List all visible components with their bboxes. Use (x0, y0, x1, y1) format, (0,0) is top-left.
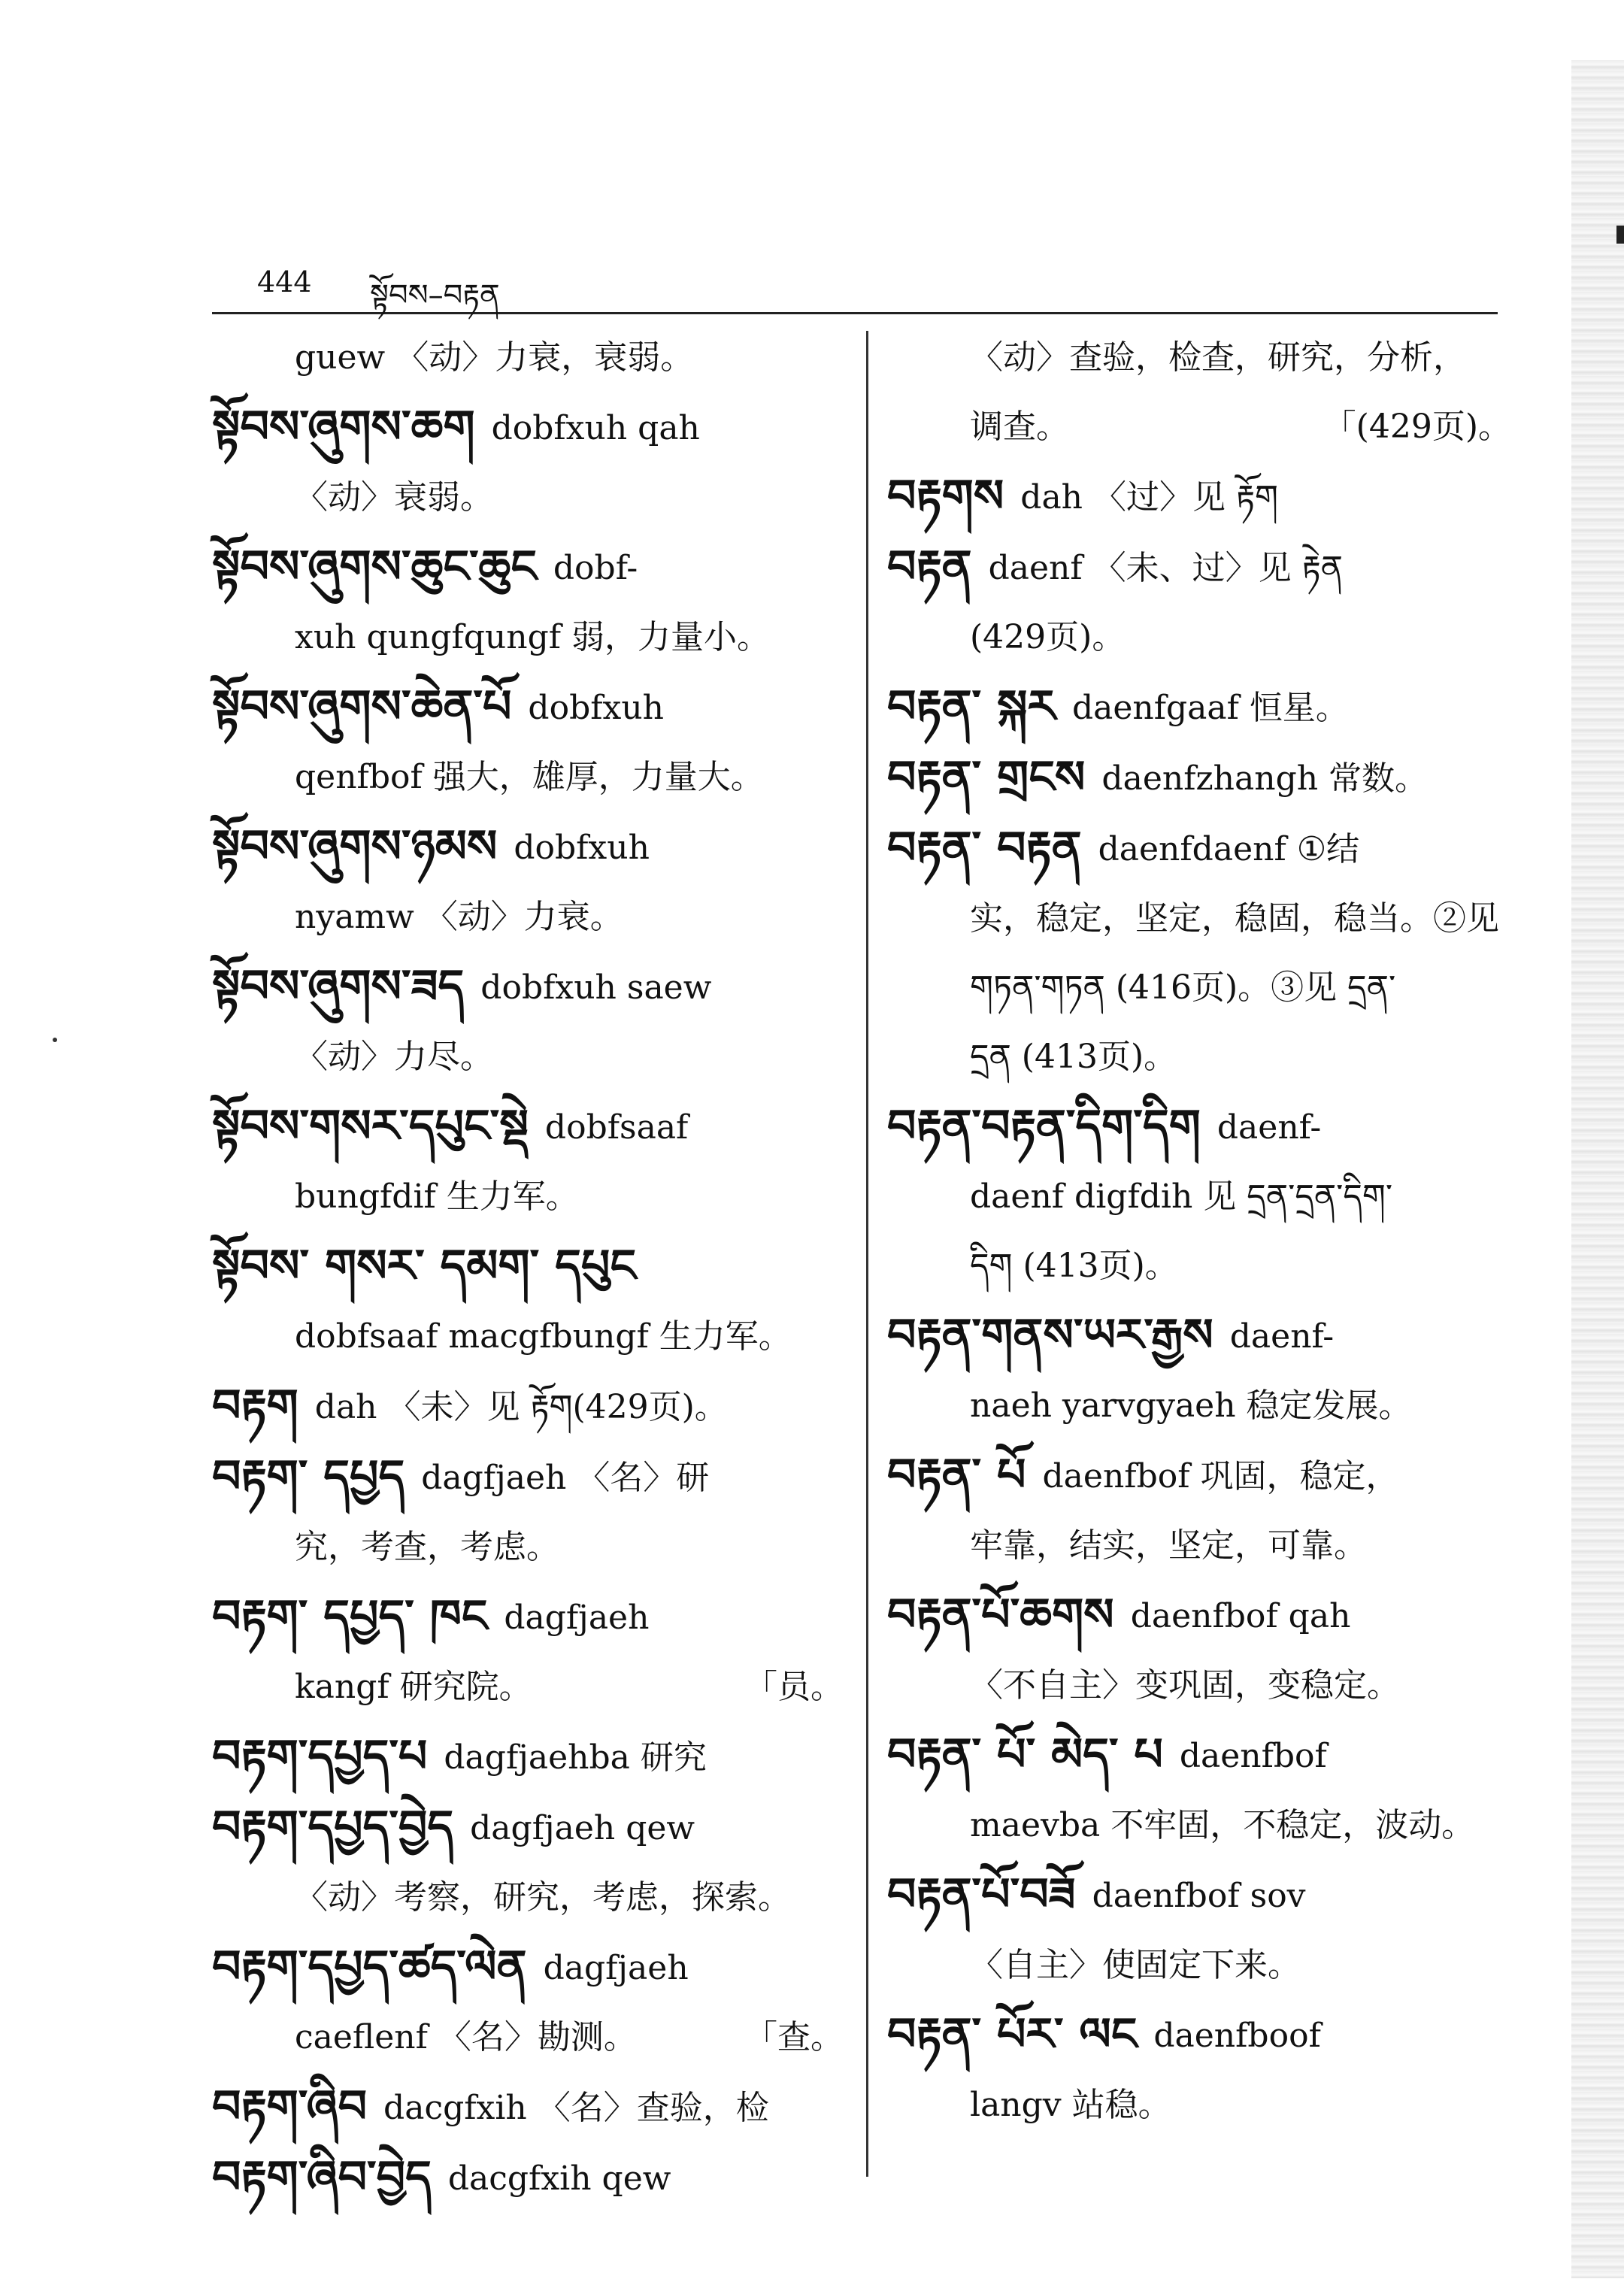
entry-headline (212, 1722, 844, 1793)
tibetan-headword: བརྟག་ དཔྱད (212, 1450, 405, 1503)
entry-text: dobfxuh (514, 829, 650, 867)
running-head: སྟོབས–བརྟན (370, 278, 500, 313)
dictionary-entry (887, 532, 1511, 672)
entry-headline (212, 1371, 844, 1442)
entry-continuation (212, 2003, 844, 2072)
tibetan-headword: བརྟན་ བརྟན (887, 822, 1082, 874)
entry-continuation (887, 953, 1511, 1023)
tibetan-headword: སྟོབས་ཞུགས་ཉམས (212, 820, 498, 873)
entry-text: kangf 研究院。 (295, 1668, 532, 1706)
page-edge-shadow (1571, 60, 1624, 2278)
entry-continuation (887, 884, 1511, 953)
entry-tail-note: 「查。 (744, 2018, 844, 2056)
tibetan-headword: བརྟག (212, 1380, 298, 1432)
dictionary-entry (887, 743, 1511, 814)
stray-dot (53, 1038, 57, 1042)
entry-continuation (887, 323, 1511, 392)
entry-text: nyamw 〈动〉力衰。 (295, 898, 623, 936)
entry-text: daenfbof 巩固，稳定， (1042, 1457, 1399, 1496)
entry-continuation (212, 1302, 844, 1371)
entry-headline (212, 952, 844, 1023)
entry-tail-note: 「员。 (744, 1668, 844, 1706)
dictionary-entry (212, 2072, 844, 2143)
entry-text: dobfsaaf (544, 1108, 689, 1147)
entry-continuation (887, 392, 1511, 462)
tibetan-headword: བརྟན་པོ་ཆགས (887, 1589, 1114, 1641)
entry-continuation (887, 1791, 1511, 1860)
entry-text: daenf 〈未、过〉见 རྟེན (988, 549, 1343, 587)
entry-headline (887, 2000, 1511, 2071)
tibetan-headword: བརྟན་པོ་བཟོ (887, 1868, 1076, 1921)
entry-continuation (212, 883, 844, 952)
tibetan-headword: བརྟན (887, 541, 972, 593)
entry-text: dah 〈过〉见 རྟོག (1020, 478, 1278, 517)
entry-headline (887, 462, 1511, 532)
tibetan-headword: བརྟགས (887, 470, 1004, 523)
entry-headline (212, 1582, 844, 1653)
dictionary-entry (212, 2143, 844, 2214)
dictionary-entry (212, 812, 844, 952)
entry-text: 〈动〉查验，检查，研究，分析， (970, 338, 1466, 377)
entry-continuation (887, 1931, 1511, 2000)
entry-continuation (887, 1023, 1511, 1092)
tibetan-headword: སྟོབས་ཞུགས་ཟད (212, 960, 465, 1013)
dictionary-entry (212, 1793, 844, 1932)
entry-continuation (887, 2071, 1511, 2140)
entry-text: 〈不自主〉变巩固，变稳定。 (970, 1666, 1400, 1705)
dictionary-entry (887, 672, 1511, 743)
dictionary-entry (887, 1580, 1511, 1720)
entry-headline (212, 1092, 844, 1162)
entry-text: langv 站稳。 (970, 2086, 1171, 2124)
dictionary-entry (887, 1441, 1511, 1580)
entry-headline (212, 1932, 844, 2003)
entry-text: qenfbof 强大，雄厚，力量大。 (295, 758, 764, 796)
dictionary-entry (212, 1232, 844, 1371)
tibetan-headword: སྟོབས་ གསར་ དམག་ དཔུང (212, 1240, 636, 1293)
entry-text: 实，稳定，坚定，稳固，稳当。②见 (970, 899, 1499, 938)
entry-text: daenf- (1229, 1317, 1335, 1356)
dictionary-entry (887, 814, 1511, 1092)
tibetan-headword: བརྟན་གནས་ཡར་རྒྱས (887, 1309, 1213, 1362)
entry-headline (212, 392, 844, 463)
entry-headline (887, 814, 1511, 884)
entry-text: 〈动〉力尽。 (295, 1038, 493, 1076)
entry-text: dobfxuh (528, 689, 665, 727)
entry-continuation (212, 1162, 844, 1232)
entry-text: daenfzhangh 常数。 (1101, 759, 1429, 798)
entry-continuation (212, 323, 844, 392)
entry-headline (887, 1580, 1511, 1651)
dictionary-entry (887, 1720, 1511, 1860)
entry-text: bungfdif 生力军。 (295, 1177, 579, 1216)
entry-continuation (212, 1513, 844, 1582)
entry-tail-note: 「(429页)。 (1323, 408, 1511, 446)
entry-continuation (887, 1162, 1511, 1232)
entry-text: 〈自主〉使固定下来。 (970, 1946, 1301, 1984)
entry-text: dobfsaaf macgfbungf 生力军。 (295, 1317, 792, 1356)
tibetan-headword: བརྟག་དཔྱད་ཚད་ལེན (212, 1941, 527, 1993)
entry-text: naeh yarvgyaeh 稳定发展。 (970, 1386, 1412, 1425)
entry-text: daenfboof (1153, 2017, 1321, 2055)
entry-headline (212, 1232, 844, 1302)
entry-continuation (887, 603, 1511, 672)
dictionary-entry (887, 1301, 1511, 1441)
entry-text: dah 〈未〉见 རྟོག(429页)。 (314, 1388, 728, 1426)
entry-continuation (212, 1023, 844, 1092)
entry-headline (212, 1442, 844, 1513)
entry-text: dacgfxih qew (447, 2159, 671, 2198)
dictionary-entry (212, 1092, 844, 1232)
entry-text: dagfjaeh 〈名〉研 (421, 1459, 710, 1497)
entry-continuation (887, 1232, 1511, 1301)
dictionary-entry (887, 1092, 1511, 1301)
entry-text: caeflenf 〈名〉勘测。 (295, 2018, 637, 2056)
dictionary-entry (212, 392, 844, 532)
entry-text: maevba 不牢固，不稳定，波动。 (970, 1806, 1475, 1844)
entry-text: dacgfxih 〈名〉查验，检 (383, 2089, 769, 2127)
entry-text: daenf digfdih 见 དྲན་དྲན་དིག་ (970, 1177, 1393, 1216)
entry-headline (212, 672, 844, 743)
tibetan-headword: བརྟག་དཔྱད་པ (212, 1730, 428, 1783)
entry-text: 〈动〉考察，研究，考虑，探索。 (295, 1878, 791, 1917)
entry-continuation (212, 1863, 844, 1932)
page-number: 444 (257, 265, 312, 299)
entry-text: 究，考查，考虑。 (295, 1528, 559, 1566)
dictionary-entry (212, 1371, 844, 1442)
dictionary-entry (212, 672, 844, 812)
entry-headline (887, 1720, 1511, 1791)
entry-headline (887, 1441, 1511, 1511)
entry-text: daenf- (1216, 1108, 1322, 1147)
dictionary-entry (212, 1932, 844, 2072)
entry-continuation (887, 1651, 1511, 1720)
tibetan-headword: བརྟག་ དཔྱད་ ཁང (212, 1590, 488, 1643)
tibetan-headword: བརྟག་དཔྱད་བྱེད (212, 1801, 454, 1853)
dictionary-entry (212, 952, 844, 1092)
entry-continuation (212, 743, 844, 812)
entry-text: dagfjaeh qew (470, 1809, 695, 1847)
entry-text: གཏན་གཏན (416页)。③见 དྲན་ (970, 968, 1396, 1007)
dictionary-entry (212, 323, 844, 392)
entry-text: dagfjaeh (504, 1599, 650, 1637)
entry-text: dobfxuh qah (491, 409, 700, 447)
tibetan-headword: སྟོབས་གསར་དཔུང་སྡེ (212, 1100, 529, 1153)
entry-headline (887, 743, 1511, 814)
dictionary-entry (212, 1442, 844, 1582)
tibetan-headword: བརྟན་ གྲངས (887, 751, 1086, 804)
dictionary-entry (212, 532, 844, 672)
entry-text: daenfbof (1179, 1737, 1327, 1775)
entry-text: xuh qungfqungf 弱，力量小。 (295, 618, 771, 656)
page-header (212, 252, 1498, 314)
tibetan-headword: བརྟག་ཞིབ་བྱེད (212, 2151, 432, 2204)
edge-mark (1616, 226, 1624, 244)
left-column (212, 323, 844, 2248)
dictionary-entry (887, 462, 1511, 532)
entry-text: 〈动〉衰弱。 (295, 478, 493, 517)
entry-headline (887, 672, 1511, 743)
tibetan-headword: བརྟན་ སྐར (887, 680, 1056, 733)
tibetan-headword: སྟོབས་ཞུགས་ཆག (212, 401, 475, 453)
entry-headline (887, 1092, 1511, 1162)
entry-text: daenfgaaf 恒星。 (1071, 689, 1349, 727)
entry-text: dagfjaehba 研究 (444, 1738, 707, 1777)
entry-headline (212, 1793, 844, 1863)
entry-text: dagfjaeh (543, 1949, 689, 1987)
entry-text: དྲན (413页)。 (970, 1038, 1177, 1076)
tibetan-headword: བརྟན་ པོ་ མེད་ པ (887, 1729, 1163, 1781)
entry-continuation (212, 1653, 844, 1722)
entry-headline (887, 1301, 1511, 1371)
entry-text: daenfbof qah (1130, 1597, 1351, 1635)
dictionary-entry (887, 1860, 1511, 2000)
dictionary-entry (212, 1722, 844, 1793)
entry-headline (212, 812, 844, 883)
entry-headline (887, 1860, 1511, 1931)
entry-text: དིག (413页)。 (970, 1247, 1178, 1285)
entry-text: 调查。 (970, 408, 1069, 446)
entry-text: daenfdaenf ①结 (1098, 830, 1360, 868)
tibetan-headword: སྟོབས་ཞུགས་ཆེན་པོ (212, 680, 512, 733)
tibetan-headword: བརྟག་ཞིབ (212, 2080, 368, 2133)
right-column (887, 323, 1511, 2248)
dictionary-entry (887, 2000, 1511, 2140)
dictionary-entry (887, 323, 1511, 462)
entry-text: (429页)。 (970, 618, 1126, 656)
entry-continuation (212, 603, 844, 672)
tibetan-headword: བརྟན་ པོར་ ལང (887, 2008, 1138, 2061)
entry-continuation (887, 1371, 1511, 1441)
entry-text: dobf- (553, 549, 638, 587)
entry-text: guew 〈动〉力衰，衰弱。 (295, 338, 694, 377)
entry-text: 牢靠，结实，坚定，可靠。 (970, 1526, 1367, 1565)
entry-continuation (212, 463, 844, 532)
entry-headline (212, 2072, 844, 2143)
entry-text: dobfxuh saew (480, 968, 712, 1007)
entry-headline (212, 2143, 844, 2214)
entry-text: daenfbof sov (1092, 1877, 1306, 1915)
tibetan-headword: བརྟན་བརྟན་དིག་དིག (887, 1100, 1201, 1153)
entry-continuation (887, 1511, 1511, 1580)
dictionary-entry (212, 1582, 844, 1722)
entry-headline (887, 532, 1511, 603)
column-divider (866, 331, 868, 2177)
tibetan-headword: བརྟན་ པོ (887, 1449, 1026, 1502)
tibetan-headword: སྟོབས་ཞུགས་ཆུང་ཆུང (212, 541, 537, 593)
entry-headline (212, 532, 844, 603)
